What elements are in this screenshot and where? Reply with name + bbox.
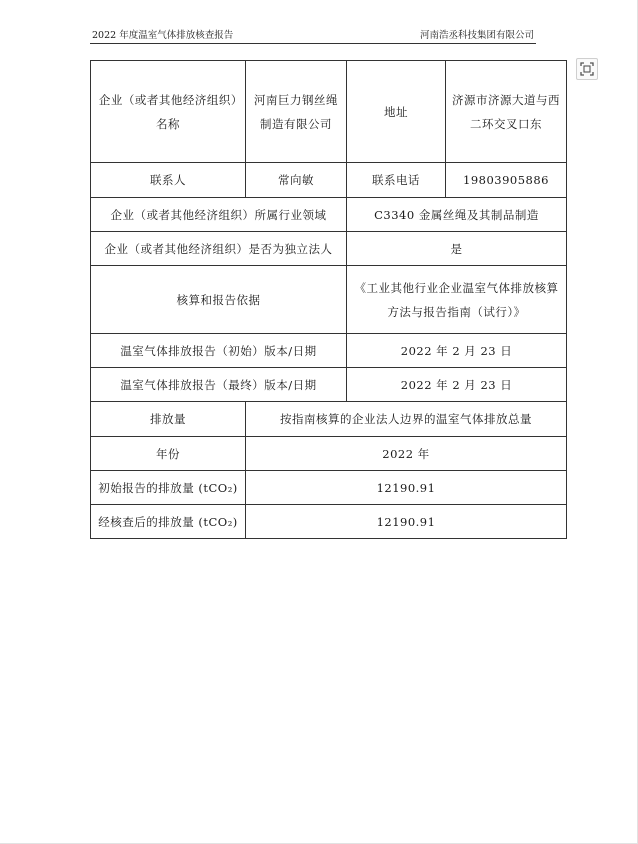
- org-name-label: 企业（或者其他经济组织）名称: [91, 61, 246, 163]
- org-name-value: 河南巨力钢丝绳制造有限公司: [246, 61, 347, 163]
- initial-version-value: 2022 年 2 月 23 日: [347, 334, 567, 368]
- header-company-name: 河南浩丞科技集团有限公司: [419, 30, 534, 41]
- phone-label: 联系电话: [347, 163, 446, 198]
- table-row: [91, 368, 567, 402]
- verified-emission-value: 12190.91: [246, 505, 567, 539]
- initial-version-label: 温室气体排放报告（初始）版本/日期: [91, 334, 347, 368]
- table-row: [91, 163, 567, 198]
- basis-label: 核算和报告依据: [91, 266, 347, 334]
- header-divider: [90, 43, 536, 44]
- table-row: [91, 471, 567, 505]
- emission-label: 排放量: [91, 402, 246, 437]
- final-version-label: 温室气体排放报告（最终）版本/日期: [91, 368, 347, 402]
- table-row: [91, 334, 567, 368]
- contact-value: 常向敏: [246, 163, 347, 198]
- phone-value: 19803905886: [446, 163, 567, 198]
- verified-emission-label: 经核查后的排放量 (tCO₂): [91, 505, 246, 539]
- industry-value: C3340 金属丝绳及其制品制造: [347, 198, 567, 232]
- year-value: 2022 年: [246, 437, 567, 471]
- address-value: 济源市济源大道与西二环交叉口东: [446, 61, 567, 163]
- initial-emission-label: 初始报告的排放量 (tCO₂): [91, 471, 246, 505]
- basis-value: 《工业其他行业企业温室气体排放核算方法与报告指南（试行）》: [347, 266, 567, 334]
- initial-emission-value: 12190.91: [246, 471, 567, 505]
- table-row: [91, 402, 567, 437]
- year-label: 年份: [91, 437, 246, 471]
- page-header: [92, 27, 534, 43]
- legal-person-value: 是: [347, 232, 567, 266]
- header-report-title: 2022 年度温室气体排放核查报告: [92, 30, 234, 41]
- table-row: [91, 61, 567, 163]
- verification-summary-table: [90, 60, 567, 539]
- table-row: [91, 266, 567, 334]
- select-region-icon[interactable]: [576, 58, 598, 80]
- address-label: 地址: [347, 61, 446, 163]
- table-row: [91, 437, 567, 471]
- table-row: [91, 505, 567, 539]
- legal-person-label: 企业（或者其他经济组织）是否为独立法人: [91, 232, 347, 266]
- contact-label: 联系人: [91, 163, 246, 198]
- emission-value: 按指南核算的企业法人边界的温室气体排放总量: [246, 402, 567, 437]
- final-version-value: 2022 年 2 月 23 日: [347, 368, 567, 402]
- table-row: [91, 232, 567, 266]
- industry-label: 企业（或者其他经济组织）所属行业领域: [91, 198, 347, 232]
- table-row: [91, 198, 567, 232]
